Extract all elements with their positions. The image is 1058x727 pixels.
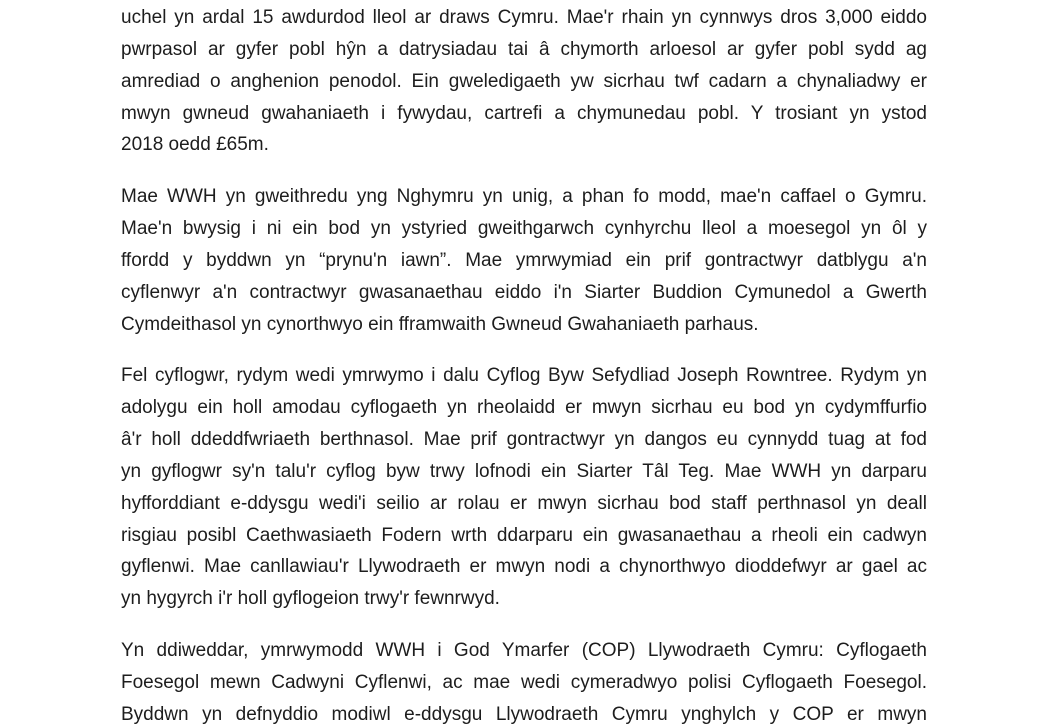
text-line: risgiau posibl Caethwasiaeth Fodern wrth ddarparu ein gwasanaethau a rheoli ein cadwyn [121,525,927,546]
text-line: amrediad o anghenion penodol. Ein gweledigaeth yw sicrhau twf cadarn a chynaliadwy er [121,71,927,92]
text-line: gyflenwi. Mae canllawiau'r Llywodraeth er mwyn nodi a chynorthwyo dioddefwyr ar gael ac [121,556,927,577]
text-line: yn gyflogwr sy'n talu'r cyflog byw trwy lofnodi ein Siarter Tâl Teg. Mae WWH yn darparu [121,461,927,482]
text-line: mwyn gwneud gwahaniaeth i fywydau, cartrefi a chymunedau pobl. Y trosiant yn ystod [121,103,927,124]
text-line: Fel cyflogwr, rydym wedi ymrwymo i dalu Cyflog Byw Sefydliad Joseph Rowntree. Rydym yn [121,365,927,386]
text-line: Yn ddiweddar, ymrwymodd WWH i God Ymarfer (COP) Llywodraeth Cymru: Cyflogaeth [121,640,927,661]
text-line: ffordd y byddwn yn “prynu'n iawn”. Mae ymrwymiad ein prif gontractwyr datblygu a'n [121,250,927,271]
text-line: Foesegol mewn Cadwyni Cyflenwi, ac mae wedi cymeradwyo polisi Cyflogaeth Foesegol. [121,672,927,693]
text-line: â'r holl ddeddfwriaeth berthnasol. Mae prif gontractwyr yn dangos eu cynnydd tuag at fod [121,429,927,450]
text-line: Mae WWH yn gweithredu yng Nghymru yn unig, a phan fo modd, mae'n caffael o Gymru. [121,186,927,207]
text-line: cyflenwyr a'n contractwyr gwasanaethau eiddo i'n Siarter Buddion Cymunedol a Gwerth [121,282,927,303]
text-line: Byddwn yn defnyddio modiwl e-ddysgu Llywodraeth Cymru ynghylch y COP er mwyn [121,704,927,725]
text-line: uchel yn ardal 15 awdurdod lleol ar draws Cymru. Mae'r rhain yn cynnwys dros 3,000 eiddo [121,7,927,28]
text-line: Mae'n bwysig i ni ein bod yn ystyried gweithgarwch cynhyrchu lleol a moesegol yn ôl y [121,218,927,239]
text-line: hyfforddiant e-ddysgu wedi'i seilio ar rolau er mwyn sicrhau bod staff perthnasol yn deall [121,493,927,514]
text-line: pwrpasol ar gyfer pobl hŷn a datrysiadau tai â chymorth arloesol ar gyfer pobl sydd ag [121,39,927,60]
text-line: yn hygyrch i'r holl gyflogeion trwy'r fewnrwyd. [121,588,500,609]
text-line: Cymdeithasol yn cynorthwyo ein fframwaith Gwneud Gwahaniaeth parhaus. [121,314,759,335]
text-line: adolygu ein holl amodau cyflogaeth yn rheolaidd er mwyn sicrhau eu bod yn cydymffurfio [121,397,927,418]
text-line: 2018 oedd £65m. [121,134,269,155]
